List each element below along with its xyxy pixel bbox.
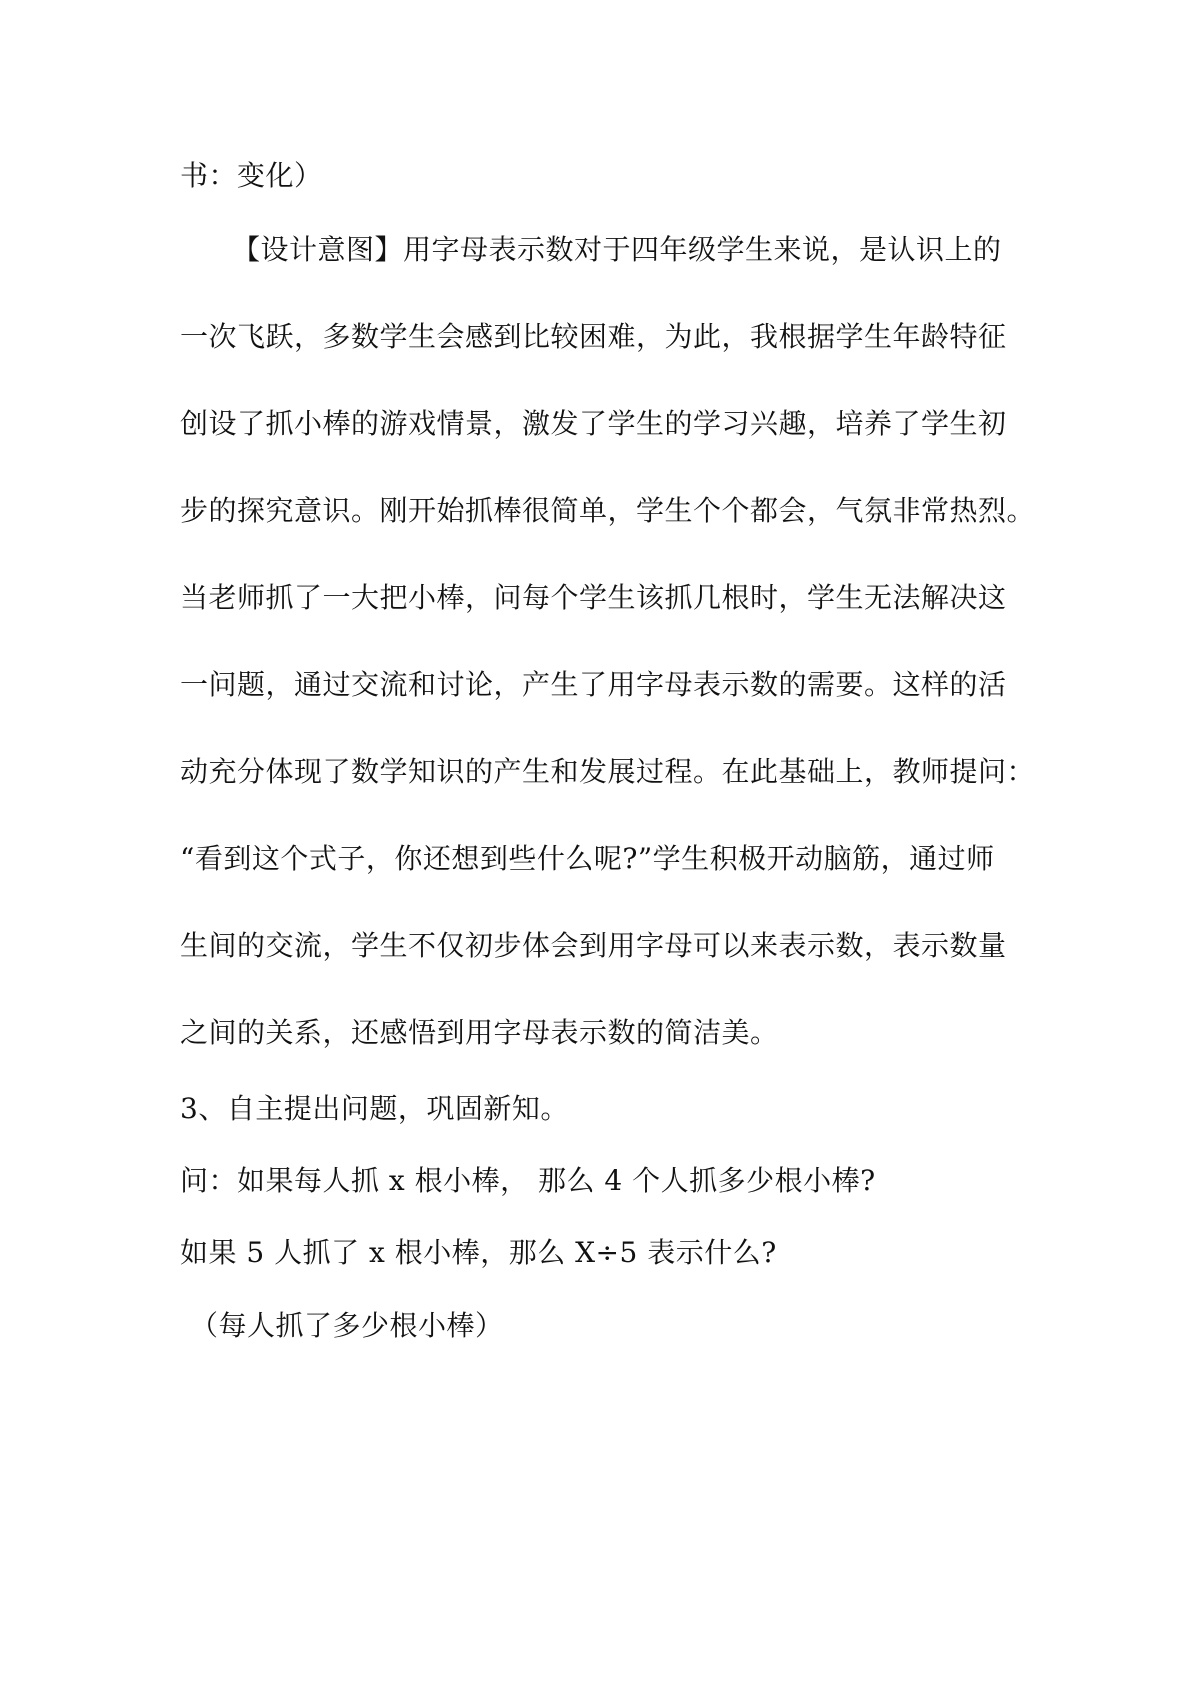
text-line-8: 动充分体现了数学知识的产生和发展过程。在此基础上，教师提问： bbox=[180, 755, 1036, 788]
answer-line: （每人抓了多少根小棒） bbox=[190, 1309, 504, 1342]
text-line-4: 创设了抓小棒的游戏情景，激发了学生的学习兴趣，培养了学生初 bbox=[180, 407, 1007, 440]
text-line-5: 步的探究意识。刚开始抓棒很简单，学生个个都会，气氛非常热烈。 bbox=[180, 494, 1036, 527]
design-intent-line: 【设计意图】用字母表示数对于四年级学生来说，是认识上的 bbox=[232, 233, 1002, 266]
question-line-1: 问：如果每人抓 x 根小棒， 那么 4 个人抓多少根小棒? bbox=[180, 1164, 876, 1197]
text-line-9: “看到这个式子，你还想到些什么呢?”学生积极开动脑筋，通过师 bbox=[180, 842, 995, 875]
text-line-11: 之间的关系，还感悟到用字母表示数的简洁美。 bbox=[180, 1016, 779, 1049]
text-line-3: 一次飞跃，多数学生会感到比较困难，为此，我根据学生年龄特征 bbox=[180, 320, 1007, 353]
text-line-7: 一问题，通过交流和讨论，产生了用字母表示数的需要。这样的活 bbox=[180, 668, 1007, 701]
section-heading: 3、自主提出问题，巩固新知。 bbox=[180, 1092, 569, 1125]
text-line-6: 当老师抓了一大把小棒，问每个学生该抓几根时，学生无法解决这 bbox=[180, 581, 1007, 614]
text-line-1: 书：变化） bbox=[180, 159, 323, 192]
text-line-10: 生间的交流，学生不仅初步体会到用字母可以来表示数，表示数量 bbox=[180, 929, 1007, 962]
question-line-2: 如果 5 人抓了 x 根小棒，那么 X÷5 表示什么? bbox=[180, 1236, 777, 1269]
